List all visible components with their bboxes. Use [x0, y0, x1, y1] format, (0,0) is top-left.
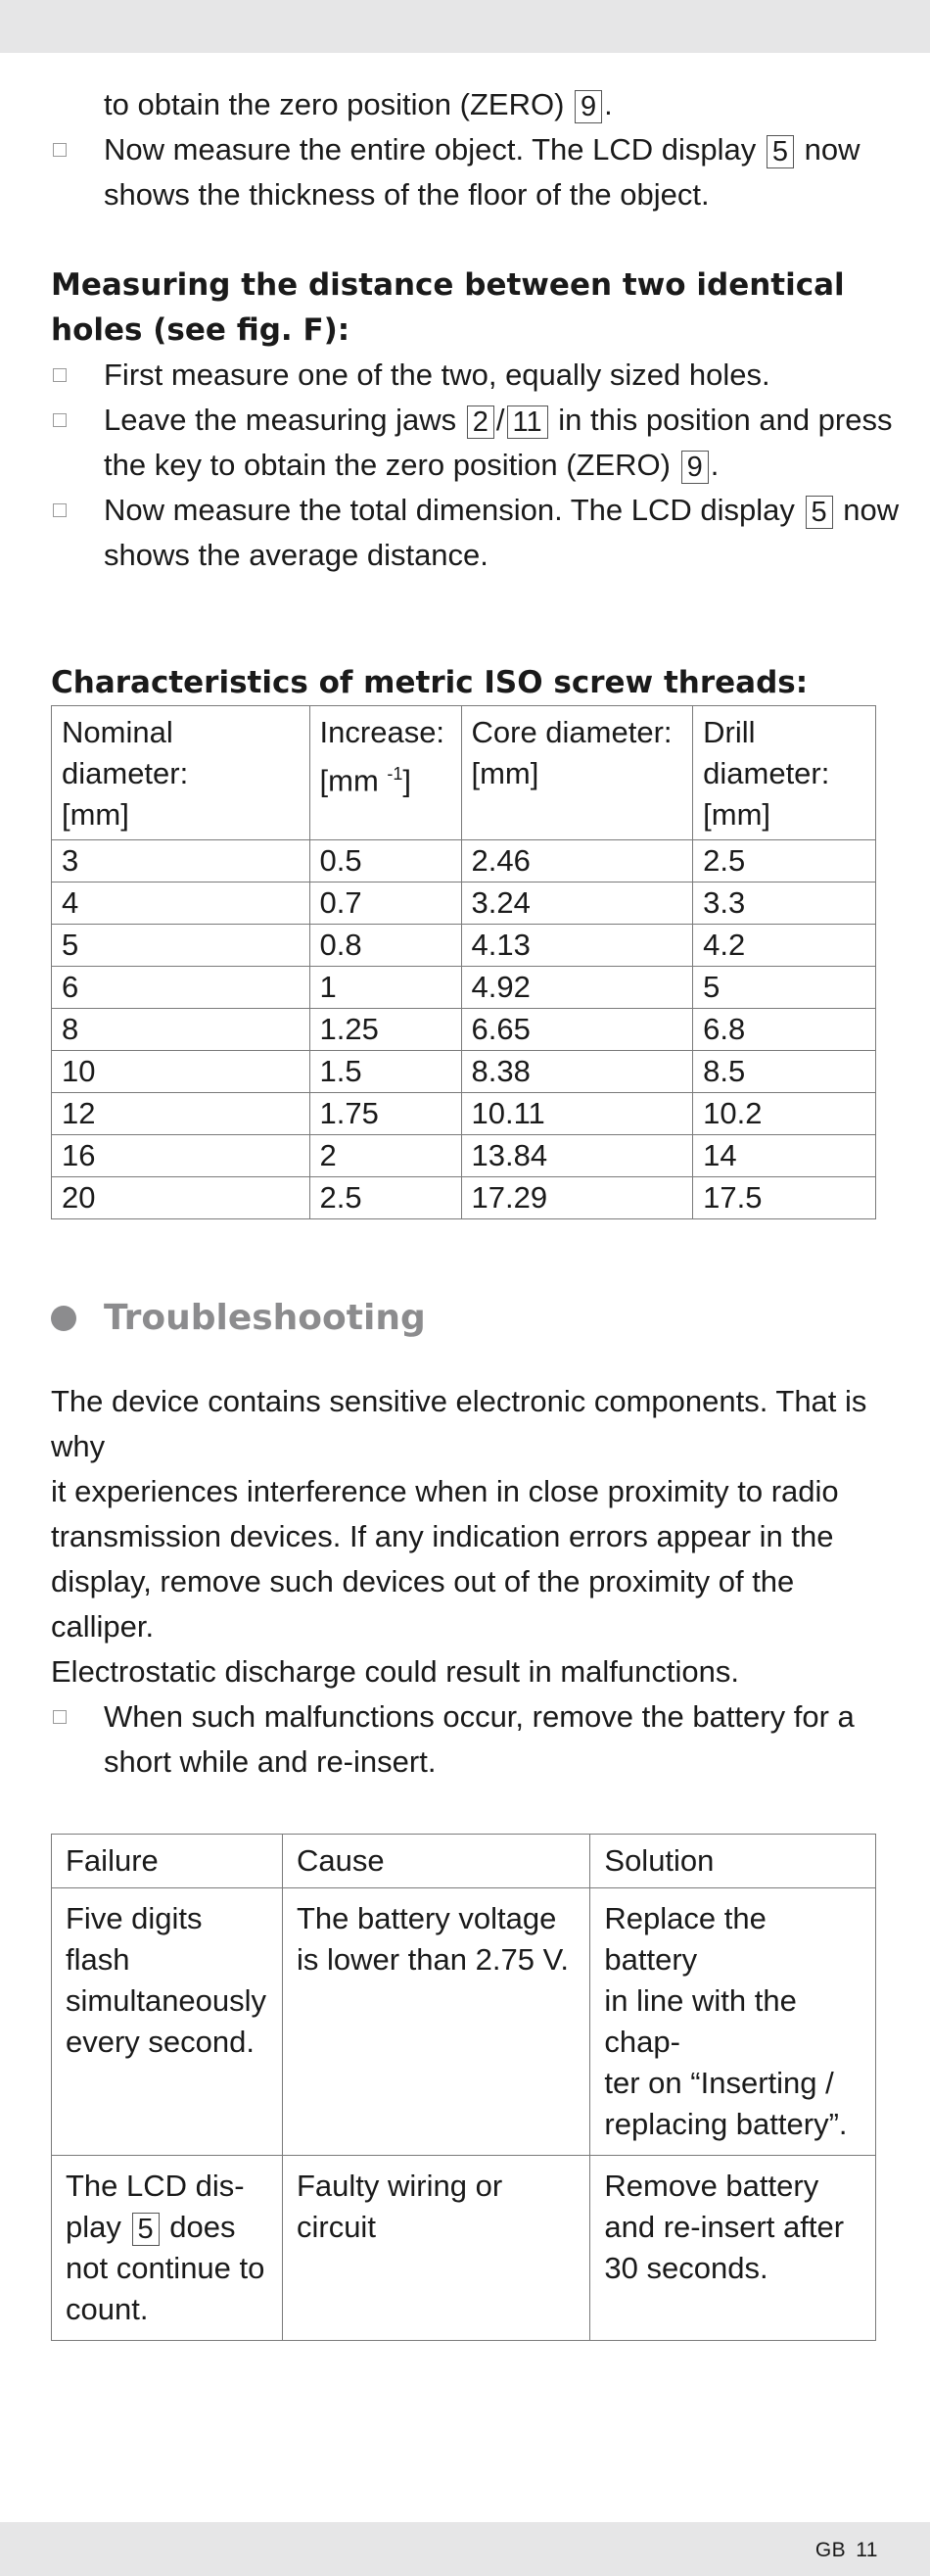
text: the key to obtain the zero position (ZERO) [104, 448, 671, 482]
text-line: is lower than 2.75 V. [296, 1942, 570, 1977]
table-cell: 3.3 [693, 883, 876, 925]
text: When such malfunctions occur, remove the battery for a [104, 1699, 855, 1734]
table-cell: 1.75 [309, 1093, 461, 1135]
bullet-continuation: short while and re-insert. [104, 1744, 437, 1779]
text-line: Faulty wiring or [296, 2169, 503, 2203]
bullet-item [51, 1694, 879, 1740]
text: now [843, 493, 900, 527]
text-line: display, remove such devices out of the proximity of the calliper. [51, 1564, 795, 1644]
header-cell [461, 706, 693, 840]
reference-number: 11 [507, 405, 548, 439]
table-row [52, 883, 876, 925]
table-cell: 5 [52, 925, 310, 967]
table-cell: 13.84 [461, 1135, 693, 1177]
heading-line: Measuring the distance between two identical [51, 267, 845, 303]
text-line: replacing battery”. [604, 2107, 848, 2141]
text: Core diameter: [471, 715, 673, 749]
text-line: simultaneously [66, 1983, 267, 2018]
failure-cell [52, 2156, 283, 2341]
troubleshooting-heading [51, 1298, 879, 1338]
reference-number: 9 [681, 451, 709, 484]
cause-cell [282, 2156, 589, 2341]
section-title: Troubleshooting [104, 1298, 426, 1338]
solution-cell [590, 1888, 876, 2156]
table-cell: 10 [52, 1051, 310, 1093]
header-cell: Solution [590, 1835, 876, 1888]
table-cell: 6.65 [461, 1009, 693, 1051]
bullet-continuation: shows the average distance. [104, 538, 488, 572]
table-cell: 0.5 [309, 840, 461, 883]
table-cell: 1.25 [309, 1009, 461, 1051]
table-cell: 12 [52, 1093, 310, 1135]
bullet-box-icon [53, 143, 67, 157]
table-cell: 17.5 [693, 1177, 876, 1219]
table-cell: 20 [52, 1177, 310, 1219]
bullet-box-icon [53, 1710, 67, 1724]
table-row [52, 1888, 876, 2156]
table-cell: 17.29 [461, 1177, 693, 1219]
text: . [710, 448, 720, 482]
text-line: it experiences interference when in close proximity to radio [51, 1474, 839, 1508]
text: Nominal diameter: [62, 715, 189, 790]
text-line: The battery voltage [296, 1901, 557, 1935]
heading-line: holes (see fig. F): [51, 312, 350, 348]
text: to obtain the zero position (ZERO) [104, 87, 565, 121]
table-row [52, 2156, 876, 2341]
header-cell [52, 706, 310, 840]
bullet-box-icon [53, 413, 67, 427]
text: now [804, 132, 860, 167]
reference-number: 2 [467, 405, 494, 439]
text-line: Electrostatic discharge could result in malfunctions. [51, 1654, 739, 1689]
table-cell: 4.92 [461, 967, 693, 1009]
bullet-dot-icon [51, 1306, 76, 1331]
text-line: and re-insert after [604, 2210, 845, 2244]
text-line: Five digits flash [66, 1901, 203, 1977]
text-line: every second. [66, 2025, 255, 2059]
text-line: 30 seconds. [604, 2251, 768, 2285]
table-cell: 3 [52, 840, 310, 883]
text-line: ter on “Inserting / [604, 2066, 834, 2100]
header-cell [309, 706, 461, 840]
bullet-item [51, 488, 900, 533]
text-line [66, 2207, 268, 2248]
reference-number: 9 [575, 90, 602, 123]
table-cell: 8 [52, 1009, 310, 1051]
text: [mm [319, 763, 388, 798]
continuation-line [51, 82, 879, 127]
page-content [51, 82, 900, 2341]
failure-cell [52, 1888, 283, 2156]
table-row [52, 1093, 876, 1135]
table-cell: 10.11 [461, 1093, 693, 1135]
text: Leave the measuring jaws [104, 403, 457, 437]
table-row [52, 840, 876, 883]
table-row [52, 925, 876, 967]
bullet-box-icon [53, 503, 67, 517]
bullet-continuation: shows the thickness of the floor of the object. [104, 177, 710, 212]
language-code: GB [814, 2539, 847, 2561]
iso-threads-table [51, 705, 876, 1219]
table-cell: 3.24 [461, 883, 693, 925]
table-header-row [52, 706, 876, 840]
page-number: 11 [856, 2539, 878, 2561]
text: does [169, 2210, 236, 2244]
text-line: transmission devices. If any indication errors appear in the [51, 1519, 834, 1553]
table-cell: 5 [693, 967, 876, 1009]
table-cell: 2 [309, 1135, 461, 1177]
solution-cell [590, 2156, 876, 2341]
holes-heading [51, 262, 879, 353]
text: [mm] [471, 756, 539, 790]
reference-number: 5 [767, 135, 794, 168]
table-cell: 14 [693, 1135, 876, 1177]
text-line: The LCD dis- [66, 2169, 245, 2203]
text: diameter: [703, 756, 830, 790]
bullet-box-icon [53, 368, 67, 382]
failure-table [51, 1834, 876, 2341]
table-row [52, 1051, 876, 1093]
table-cell: 2.5 [693, 840, 876, 883]
table-cell: 4.13 [461, 925, 693, 967]
superscript: -1 [387, 764, 403, 784]
bullet-item [51, 127, 879, 172]
text-line: count. [66, 2292, 149, 2326]
table-cell: 1.5 [309, 1051, 461, 1093]
table-cell: 10.2 [693, 1093, 876, 1135]
text: Drill [703, 715, 756, 749]
table-cell: 4 [52, 883, 310, 925]
table-cell: 6.8 [693, 1009, 876, 1051]
table-cell: 8.38 [461, 1051, 693, 1093]
iso-table-title: Characteristics of metric ISO screw threads: [51, 665, 809, 700]
text: Now measure the entire object. The LCD display [104, 132, 757, 167]
table-cell: 16 [52, 1135, 310, 1177]
table-row [52, 967, 876, 1009]
table-header-row [52, 1835, 876, 1888]
text-line: Replace the battery [604, 1901, 767, 1977]
text-line: Remove battery [604, 2169, 819, 2203]
cause-cell [282, 1888, 589, 2156]
top-margin-bar [0, 0, 930, 53]
page-footer [806, 2539, 878, 2562]
table-cell: 8.5 [693, 1051, 876, 1093]
header-cell: Failure [52, 1835, 283, 1888]
text: [mm] [62, 797, 129, 832]
table-cell: 0.7 [309, 883, 461, 925]
table-cell: 1 [309, 967, 461, 1009]
text: / [495, 403, 505, 437]
header-cell [693, 706, 876, 840]
text: ] [402, 763, 412, 798]
table-row [52, 1135, 876, 1177]
text-line: circuit [296, 2210, 376, 2244]
text: Increase: [319, 715, 445, 749]
table-row [52, 1177, 876, 1219]
table-cell: 6 [52, 967, 310, 1009]
text-line: in line with the chap- [604, 1983, 797, 2059]
bullet-continuation [51, 443, 879, 488]
table-cell: 0.8 [309, 925, 461, 967]
table-cell: 4.2 [693, 925, 876, 967]
reference-number: 5 [132, 2213, 160, 2246]
header-cell: Cause [282, 1835, 589, 1888]
text: Now measure the total dimension. The LCD display [104, 493, 795, 527]
text: . [604, 87, 613, 121]
reference-number: 5 [806, 496, 833, 529]
bullet-item [51, 398, 893, 443]
troubleshooting-paragraph [51, 1379, 879, 1694]
text: [mm] [703, 797, 771, 832]
text: play [66, 2210, 121, 2244]
text: First measure one of the two, equally sized holes. [104, 358, 770, 392]
text: in this position and press [558, 403, 893, 437]
table-cell: 2.5 [309, 1177, 461, 1219]
table-cell: 2.46 [461, 840, 693, 883]
bottom-margin-bar [0, 2522, 930, 2576]
text-line: not continue to [66, 2251, 265, 2285]
text-line: The device contains sensitive electronic components. That is why [51, 1384, 867, 1463]
table-row [52, 1009, 876, 1051]
bullet-item [51, 353, 879, 398]
